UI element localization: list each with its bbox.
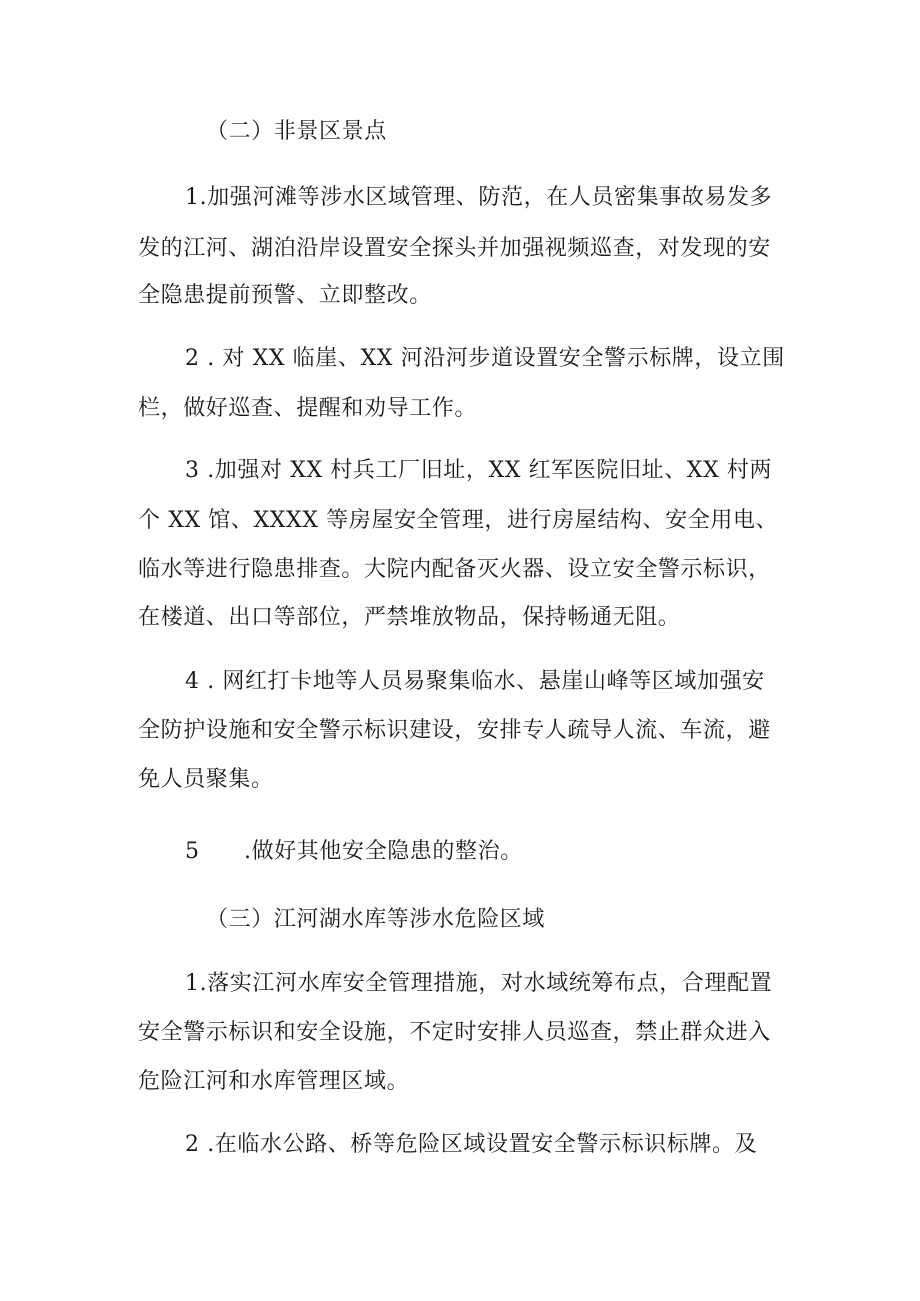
paragraph-2-1-line-2: 发的江河、湖泊沿岸设置安全探头并加强视频巡查，对发现的安: [138, 236, 771, 261]
paragraph-2-3-line-1: 3 .加强对 XX 村兵工厂旧址，XX 红军医院旧址、XX 村两: [185, 458, 773, 483]
section-heading-3: （三）江河湖水库等涉水危险区域: [206, 907, 546, 932]
paragraph-2-2-line-2: 栏，做好巡查、提醒和劝导工作。: [138, 396, 478, 421]
paragraph-2-4-line-1: 4 . 网红打卡地等人员易聚集临水、悬崖山峰等区域加强安: [185, 669, 765, 694]
paragraph-3-1-line-1: 1.落实江河水库安全管理措施，对水域统筹布点，合理配置: [185, 971, 773, 996]
paragraph-3-1-line-3: 危险江河和水库管理区域。: [138, 1069, 410, 1094]
paragraph-2-2-line-1: 2 . 对 XX 临崖、XX 河沿河步道设置安全警示标牌，设立围: [185, 346, 785, 371]
paragraph-2-5-text: .做好其他安全隐患的整治。: [244, 839, 523, 864]
paragraph-2-1-line-1: 1.加强河滩等涉水区域管理、防范，在人员密集事故易发多: [185, 185, 773, 210]
paragraph-2-4-line-3: 免人员聚集。: [138, 767, 274, 792]
paragraph-2-3-line-3: 临水等进行隐患排查。大院内配备灭火器、设立安全警示标识，: [138, 557, 771, 582]
paragraph-2-3-line-2: 个 XX 馆、XXXX 等房屋安全管理，进行房屋结构、安全用电、: [138, 508, 779, 533]
paragraph-2-1-line-3: 全隐患提前预警、立即整改。: [138, 283, 432, 308]
section-heading-2: （二）非景区景点: [206, 119, 387, 144]
paragraph-2-4-line-2: 全防护设施和安全警示标识建设，安排专人疏导人流、车流，避: [138, 718, 771, 743]
paragraph-2-5-number: 5: [185, 839, 200, 864]
paragraph-2-3-line-4: 在楼道、出口等部位，严禁堆放物品，保持畅通无阻。: [138, 605, 681, 630]
paragraph-3-1-line-2: 安全警示标识和安全设施，不定时安排人员巡查，禁止群众进入: [138, 1020, 771, 1045]
paragraph-3-2-line-1: 2 .在临水公路、桥等危险区域设置安全警示标识标牌。及: [185, 1132, 758, 1157]
